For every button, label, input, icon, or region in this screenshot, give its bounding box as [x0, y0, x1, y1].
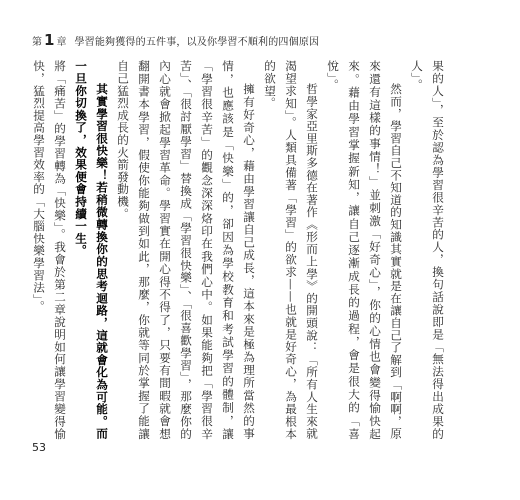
paragraph: 其實學習很快樂！若稍微轉換你的思考迴路，這就會化為可能。而一旦你切換了，效果便會持續一生。 — [74, 60, 109, 440]
body-text — [28, 60, 448, 440]
chapter-title: 學習能夠獲得的五件事，以及你學習不順利的四個原因 — [74, 37, 320, 48]
paragraph: 然而，學習自己不知道的知識其實就是在讓自己了解到「啊啊，原來還有這樣的事情！」並刺激「好奇心」，你的心情也會變得愉快起來。藉由學習掌握新知，讓自己逐漸成長的過程，會是很大的「喜悅」。 — [326, 60, 403, 440]
paragraph: 擁有好奇心，藉由學習讓自己成長，這本來是極為理所當然的事情，也應該是「快樂」的，卻因為學校教育和考試學習的體制，讓「學習很辛苦」的觀念深深烙印在我們心中。如果能夠把「學習很辛苦」、「很討厭學習」替換成「學習很快樂」、「很喜歡學習」，那麼你的內心就會掀起學習革命。學習實在開心得不得了，只要有間暇就會想翻開書本學習，假使你能夠做到如此，那麼，你就等同於掌握了能讓自己猛烈成長的火箭發動機。 — [116, 60, 256, 440]
page-header — [32, 33, 319, 48]
chapter-prefix: 第 — [32, 37, 42, 48]
chapter-number: 1 — [44, 31, 55, 49]
chapter-suffix: 章 — [56, 37, 67, 48]
page-number: 53 — [32, 441, 46, 454]
paragraph: 果的人」，至於認為學習很辛苦的人，換句話說即是「無法得出成果的人」。 — [410, 60, 445, 440]
paragraph: 哲學家亞里斯多德在著作《形而上學》的開頭說：「所有人生來就渴望求知」。人類具備著「學習」的欲求——也就是好奇心，為最根本的欲望。 — [263, 60, 319, 440]
paragraph: 將「痛苦」的學習轉為「快樂」。我會於第二章說明如何讓學習變得愉快，猛烈提高學習效率的「大腦快樂學習法」。 — [32, 60, 67, 440]
